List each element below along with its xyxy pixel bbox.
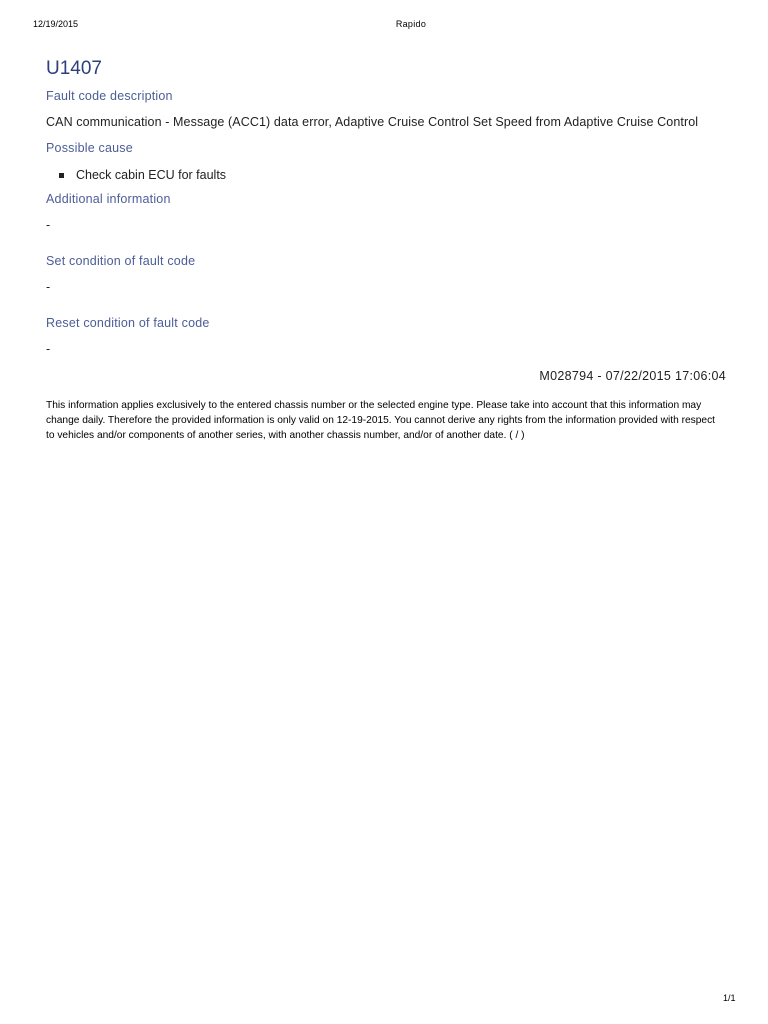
possible-cause-list xyxy=(46,167,726,183)
disclaimer-text: This information applies exclusively to the entered chassis number or the selected engine type. Please take into account that this information may change daily. Therefore the provided information is only valid on 12-19-2015. You cannot derive any rights from the information provided with respect to vehicles and/or components of another series, with another chassis number, and/or of another date. ( / ) xyxy=(46,400,715,441)
list-item xyxy=(46,167,726,183)
print-header xyxy=(0,19,768,33)
additional-info-text: - xyxy=(46,218,51,232)
possible-cause-heading: Possible cause xyxy=(46,141,133,155)
additional-info-heading: Additional information xyxy=(46,192,171,206)
print-title: Rapido xyxy=(395,19,427,29)
fault-description-heading: Fault code description xyxy=(46,89,173,103)
bullet-icon xyxy=(59,173,64,178)
fault-code-title: U1407 xyxy=(46,58,102,79)
reset-condition-heading: Reset condition of fault code xyxy=(46,316,210,330)
set-condition-heading: Set condition of fault code xyxy=(46,254,196,268)
print-date: 12/19/2015 xyxy=(33,19,79,29)
fault-code-document xyxy=(46,56,726,443)
set-condition-text: - xyxy=(46,280,51,294)
cause-text: Check cabin ECU for faults xyxy=(76,168,227,182)
page-number: 1/1 xyxy=(723,993,736,1003)
reset-condition-text: - xyxy=(46,342,51,356)
fault-description-text: CAN communication - Message (ACC1) data error, Adaptive Cruise Control Set Speed from Adaptive Cruise Control xyxy=(46,115,699,129)
document-reference: M028794 - 07/22/2015 17:06:04 xyxy=(539,369,726,383)
